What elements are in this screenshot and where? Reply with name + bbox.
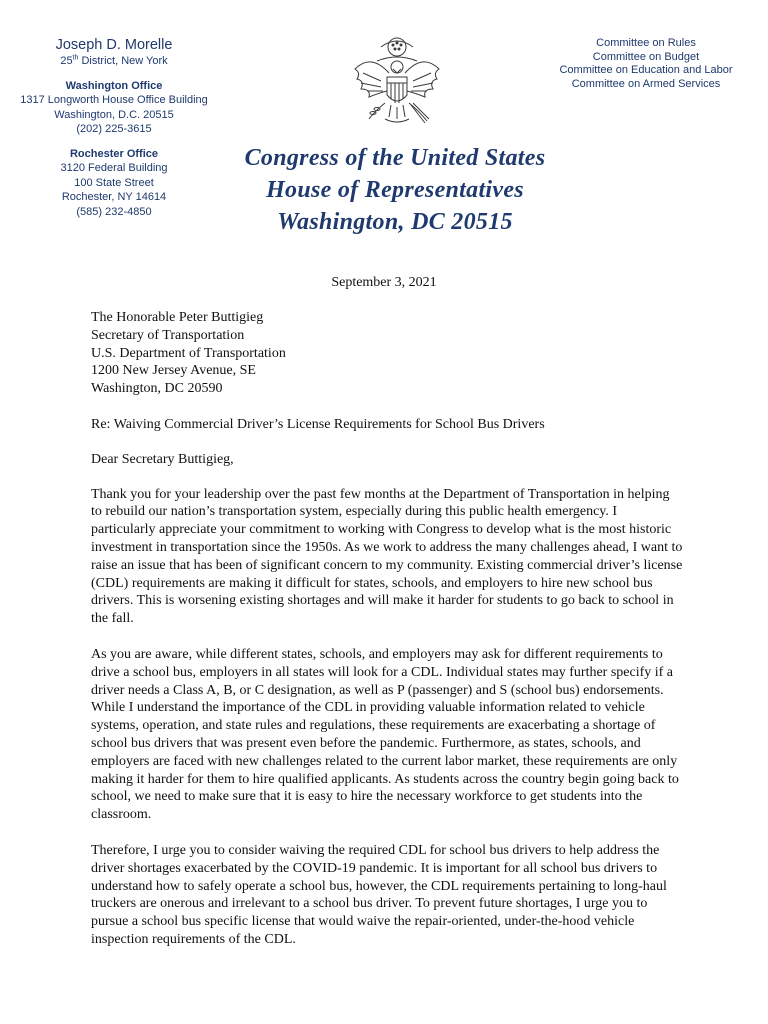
washington-office-heading: Washington Office	[65, 79, 163, 92]
recipient-line: U.S. Department of Transportation	[91, 345, 286, 361]
district-number: 25	[60, 55, 73, 67]
recipient-line: 1200 New Jersey Avenue, SE	[91, 363, 256, 379]
salutation: Dear Secretary Buttigieg,	[91, 451, 234, 467]
body-paragraph: As you are aware, while different states, schools, and employers may ask for different requirements to drive a school bus, employers in all states will look for a CDL. Individual states may further specify if a driver needs a Class A, B, or C designation, as well as P (passenger) and S (school bus) endorsements. While I understand the importance of the CDL in providing valuable information related to vehicle systems, operation, and state rules and regulations, these requirements are exacerbating a shortage of school bus drivers that was present even before the pandemic. Furthermore, as states, schools, and employers are faced with new challenges related to the current labor market, these requirements are only making it harder for them to hire qualified applicants. As students across the country begin going back to school, we need to make sure that it is easy to hire the necessary workforce to get students into the classroom.	[91, 646, 679, 823]
recipient-address	[91, 309, 683, 398]
great-seal-eagle-icon	[341, 33, 453, 145]
representative-name: Joseph D. Morelle	[55, 37, 173, 53]
committee-list	[546, 37, 746, 91]
body-paragraph: Thank you for your leadership over the past few months at the Department of Transportation in helping to rebuild our nation’s transportation system, especially during this public health emergency. I particularly appreciate your commitment to working with Congress to develop what is the most historic investment in transportation since the 1950s. As we work to address the many challenges ahead, I want to raise an issue that has been of significant concern to my community. Existing commercial driver’s license (CDL) requirements are making it difficult for states, schools, and employers to hire new school bus drivers. This is worsening existing shortages and will make it harder for students to go back to school in the fall.	[91, 486, 683, 627]
washington-office-phone: (202) 225-3615	[76, 123, 152, 135]
rochester-office-line: 100 State Street	[74, 176, 154, 189]
rochester-office-line: 3120 Federal Building	[60, 162, 168, 174]
washington-office-line: 1317 Longworth House Office Building	[20, 94, 208, 106]
letterhead-line-city: Washington, DC 20515	[277, 209, 513, 235]
district-suffix: th	[72, 54, 79, 62]
letterhead-line-congress: Congress of the United States	[244, 145, 546, 171]
rochester-office-heading: Rochester Office	[69, 147, 159, 160]
sender-block	[0, 37, 228, 219]
letter-body	[91, 309, 683, 949]
rochester-office-line: Rochester, NY 14614	[61, 191, 167, 203]
subject-line: Re: Waiving Commercial Driver’s License Requirements for School Bus Drivers	[91, 416, 545, 432]
letterhead-title	[230, 142, 560, 238]
recipient-line: Secretary of Transportation	[91, 327, 245, 343]
committee-item: Committee on Education and Labor	[559, 64, 733, 76]
committee-item: Committee on Budget	[592, 50, 700, 63]
committee-item: Committee on Armed Services	[571, 77, 721, 90]
letter-date: September 3, 2021	[331, 275, 437, 290]
rochester-office-phone: (585) 232-4850	[76, 205, 152, 218]
recipient-line: Washington, DC 20590	[91, 381, 223, 397]
committee-item: Committee on Rules	[596, 37, 696, 49]
letterhead-line-house: House of Representatives	[266, 177, 524, 203]
district-rest: District, New York	[78, 55, 168, 67]
district-line	[0, 54, 228, 69]
body-paragraph: Therefore, I urge you to consider waiving the required CDL for school bus drivers to help address the driver shortages exacerbated by the COVID-19 pandemic. It is important for all school bus drivers to understand how to safely operate a school bus, however, the CDL requirements pertaining to long-haul truckers are onerous and irrelevant to a school bus driver. To prevent future shortages, I urge you to pursue a school bus specific license that would waive the repair-oriented, under-the-hood vehicle inspection requirements of the CDL.	[91, 842, 667, 947]
recipient-line: The Honorable Peter Buttigieg	[91, 310, 264, 325]
washington-office-line: Washington, D.C. 20515	[54, 108, 174, 121]
